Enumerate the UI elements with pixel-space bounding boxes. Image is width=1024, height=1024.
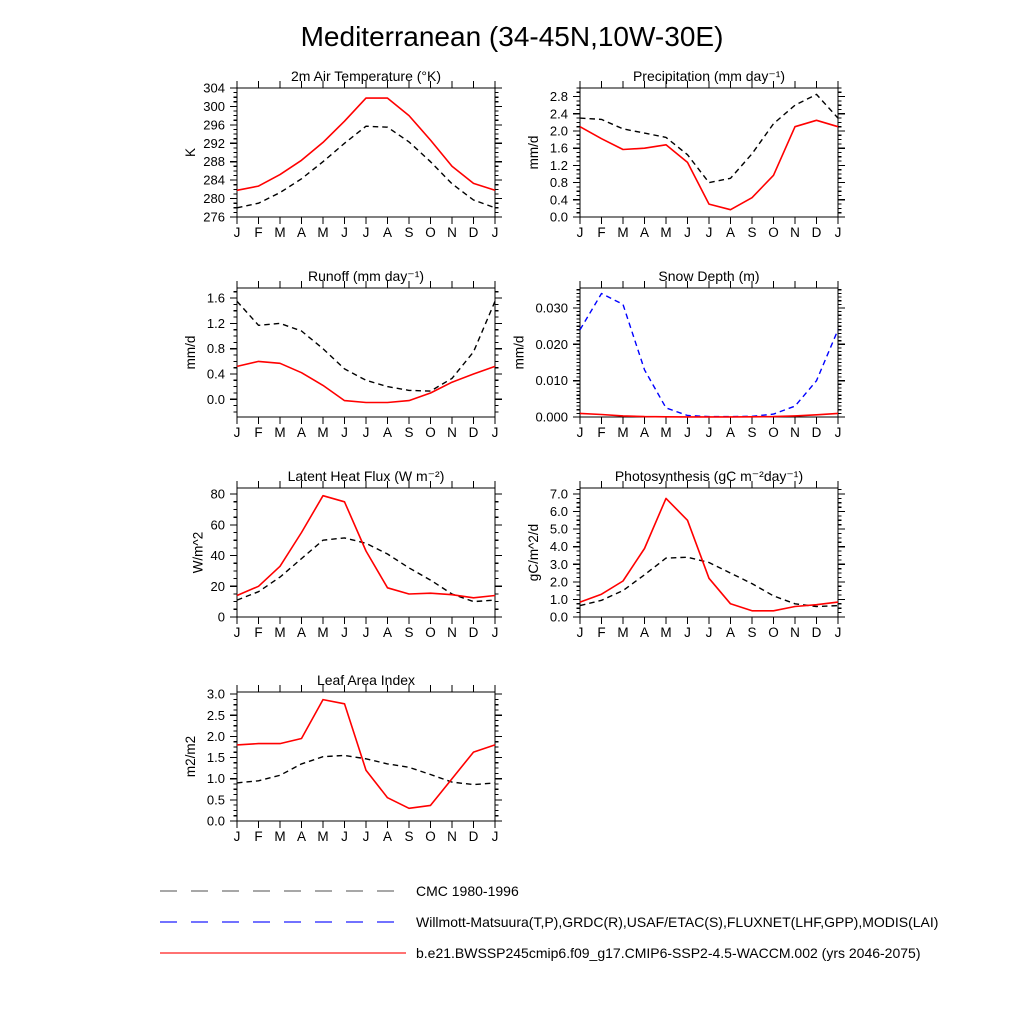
legend-label: CMC 1980-1996 — [416, 882, 519, 899]
month-tick-label: A — [382, 225, 393, 240]
panel-title: 2m Air Temperature (°K) — [290, 68, 442, 84]
y-tick-label: 276 — [203, 209, 225, 225]
y-tick-label: 280 — [203, 191, 225, 207]
y-tick-label: 0.0 — [549, 609, 568, 625]
month-tick-label: J — [491, 225, 499, 240]
panel-runoff — [183, 268, 502, 440]
y-axis-label: gC/m^2/d — [526, 523, 542, 582]
month-tick-label: J — [491, 829, 499, 844]
y-axis-label: m2/m2 — [183, 735, 199, 778]
panel-title: Runoff (mm day⁻¹) — [307, 268, 425, 284]
y-tick-label: 6.0 — [549, 504, 568, 520]
month-tick-label: M — [617, 625, 629, 640]
month-tick-label: J — [576, 625, 584, 640]
month-tick-label: D — [811, 225, 822, 240]
y-tick-label: 288 — [203, 154, 225, 170]
y-tick-label: 0.0 — [549, 209, 568, 225]
plot-frame — [237, 692, 495, 821]
month-tick-label: O — [768, 225, 779, 240]
month-tick-label: N — [790, 225, 800, 240]
month-tick-label: J — [576, 225, 584, 240]
month-tick-label: J — [491, 625, 499, 640]
y-tick-label: 296 — [203, 117, 225, 133]
month-tick-label: A — [296, 625, 307, 640]
month-tick-label: J — [341, 225, 348, 240]
series-model-line — [237, 361, 495, 402]
plot-frame — [580, 288, 838, 417]
y-tick-label: 1.0 — [549, 591, 568, 607]
y-tick-label: 1.0 — [206, 771, 225, 787]
y-tick-label: 0.8 — [206, 341, 225, 357]
y-tick-label: 0 — [217, 609, 225, 625]
month-tick-label: N — [447, 625, 457, 640]
month-tick-label: M — [274, 829, 286, 844]
month-tick-label: D — [811, 625, 822, 640]
y-tick-label: 2.0 — [549, 574, 568, 590]
month-tick-label: O — [768, 425, 779, 440]
y-axis-label: mm/d — [183, 335, 199, 370]
month-tick-label: M — [617, 425, 629, 440]
month-tick-label: M — [274, 625, 286, 640]
series-model-line — [580, 498, 838, 610]
month-tick-label: A — [296, 225, 307, 240]
y-tick-label: 40 — [210, 548, 225, 564]
series-obs-line — [237, 301, 495, 391]
y-tick-label: 60 — [210, 517, 225, 533]
series-model-line — [237, 98, 495, 190]
month-tick-label: A — [382, 625, 393, 640]
month-tick-label: J — [341, 625, 348, 640]
y-tick-label: 304 — [203, 80, 225, 96]
y-tick-label: 0.020 — [535, 336, 568, 352]
y-tick-label: 7.0 — [549, 486, 568, 502]
series-model-line — [580, 413, 838, 417]
month-tick-label: O — [425, 225, 436, 240]
series-model-line — [237, 700, 495, 809]
month-tick-label: A — [725, 225, 736, 240]
month-tick-label: M — [660, 425, 672, 440]
y-tick-label: 1.6 — [206, 290, 225, 306]
month-tick-label: A — [382, 829, 393, 844]
month-tick-label: J — [705, 425, 713, 440]
y-tick-label: 0.0 — [206, 813, 225, 829]
series-model-line — [237, 496, 495, 598]
month-tick-label: D — [468, 425, 479, 440]
month-tick-label: M — [617, 225, 629, 240]
month-tick-label: F — [597, 425, 606, 440]
series-model-line — [580, 120, 838, 209]
month-tick-label: S — [404, 829, 414, 844]
month-tick-label: O — [425, 829, 436, 844]
y-axis-label: W/m^2 — [190, 531, 206, 574]
month-tick-label: F — [254, 225, 263, 240]
month-tick-label: J — [233, 625, 241, 640]
month-tick-label: J — [362, 829, 370, 844]
month-tick-label: F — [597, 225, 606, 240]
series-obs-line — [580, 294, 838, 417]
month-tick-label: J — [233, 425, 241, 440]
month-tick-label: J — [491, 425, 499, 440]
y-tick-label: 1.5 — [206, 750, 225, 766]
y-tick-label: 1.6 — [549, 140, 568, 156]
panel-photosynthesis — [526, 468, 845, 640]
y-tick-label: 1.2 — [206, 315, 225, 331]
y-tick-label: 2.0 — [206, 728, 225, 744]
month-tick-label: M — [660, 225, 672, 240]
month-tick-label: N — [790, 625, 800, 640]
month-tick-label: N — [790, 425, 800, 440]
month-tick-label: D — [468, 625, 479, 640]
series-obs-line — [237, 126, 495, 208]
month-tick-label: N — [447, 425, 457, 440]
month-tick-label: J — [576, 425, 584, 440]
month-tick-label: D — [468, 225, 479, 240]
month-tick-label: J — [684, 225, 691, 240]
y-tick-label: 0.5 — [206, 792, 225, 808]
y-tick-label: 0.0 — [206, 391, 225, 407]
month-tick-label: S — [747, 625, 757, 640]
y-tick-label: 0.030 — [535, 300, 568, 316]
axis-ticks — [573, 281, 845, 424]
month-tick-label: J — [834, 625, 842, 640]
plot-frame — [237, 88, 495, 217]
y-axis-label: mm/d — [511, 335, 527, 370]
month-tick-label: A — [296, 829, 307, 844]
panel-snow-depth — [512, 268, 846, 440]
plot-frame — [580, 488, 838, 617]
axis-ticks — [230, 81, 502, 224]
month-tick-label: F — [254, 829, 263, 844]
y-axis-label: mm/d — [526, 135, 542, 170]
y-tick-label: 20 — [210, 578, 225, 594]
panel-title: Photosynthesis (gC m⁻²day⁻¹) — [614, 468, 804, 484]
y-tick-label: 3.0 — [549, 556, 568, 572]
month-tick-label: J — [362, 625, 370, 640]
month-tick-label: D — [468, 829, 479, 844]
month-tick-label: M — [317, 829, 329, 844]
month-tick-label: A — [725, 625, 736, 640]
month-tick-label: S — [747, 425, 757, 440]
month-tick-label: J — [684, 425, 691, 440]
month-tick-label: J — [834, 225, 842, 240]
month-tick-label: O — [425, 425, 436, 440]
month-tick-label: J — [233, 225, 241, 240]
month-tick-label: A — [639, 425, 650, 440]
month-tick-label: D — [811, 425, 822, 440]
month-tick-label: J — [684, 625, 691, 640]
month-tick-label: J — [233, 829, 241, 844]
y-tick-label: 0.010 — [535, 373, 568, 389]
month-tick-label: A — [382, 425, 393, 440]
series-obs-line — [580, 94, 838, 182]
month-tick-label: N — [447, 225, 457, 240]
y-tick-label: 0.8 — [549, 175, 568, 191]
panel-precipitation — [526, 68, 845, 240]
y-tick-label: 2.8 — [549, 89, 568, 105]
month-tick-label: J — [705, 625, 713, 640]
month-tick-label: A — [639, 225, 650, 240]
panel-air-temperature — [183, 68, 502, 240]
axis-ticks — [230, 685, 502, 828]
panel-leaf-area-index — [183, 672, 502, 844]
month-tick-label: J — [341, 829, 348, 844]
month-tick-label: J — [341, 425, 348, 440]
y-tick-label: 1.2 — [549, 157, 568, 173]
figure-title: Mediterranean (34-45N,10W-30E) — [300, 21, 724, 52]
month-tick-label: J — [362, 425, 370, 440]
series-obs-line — [580, 557, 838, 606]
y-tick-label: 3.0 — [206, 686, 225, 702]
axis-labels — [512, 300, 842, 440]
y-tick-label: 0.4 — [549, 192, 568, 208]
month-tick-label: N — [447, 829, 457, 844]
panel-latent-heat-flux — [190, 468, 502, 640]
legend-label: b.e21.BWSSP245cmip6.f09_g17.CMIP6-SSP2-4.5-WACCM.002 (yrs 2046-2075) — [416, 944, 921, 961]
month-tick-label: J — [362, 225, 370, 240]
y-tick-label: 4.0 — [549, 539, 568, 555]
axis-ticks — [573, 481, 845, 624]
month-tick-label: M — [274, 425, 286, 440]
y-tick-label: 300 — [203, 98, 225, 114]
legend-label: Willmott-Matsuura(T,P),GRDC(R),USAF/ETAC(S),FLUXNET(LHF,GPP),MODIS(LAI) — [416, 913, 939, 930]
month-tick-label: J — [705, 225, 713, 240]
month-tick-label: F — [254, 425, 263, 440]
month-tick-label: A — [725, 425, 736, 440]
y-tick-label: 2.0 — [549, 123, 568, 139]
y-tick-label: 5.0 — [549, 521, 568, 537]
panel-title: Snow Depth (m) — [658, 268, 760, 284]
y-tick-label: 0.4 — [206, 366, 225, 382]
month-tick-label: M — [660, 625, 672, 640]
month-tick-label: S — [747, 225, 757, 240]
panel-title: Precipitation (mm day⁻¹) — [632, 68, 786, 84]
month-tick-label: A — [296, 425, 307, 440]
month-tick-label: M — [317, 225, 329, 240]
panel-title: Latent Heat Flux (W m⁻²) — [287, 468, 445, 484]
month-tick-label: F — [254, 625, 263, 640]
month-tick-label: S — [404, 225, 414, 240]
month-tick-label: O — [768, 625, 779, 640]
panel-title: Leaf Area Index — [316, 672, 416, 688]
month-tick-label: M — [317, 425, 329, 440]
month-tick-label: J — [834, 425, 842, 440]
y-axis-label: K — [183, 147, 199, 158]
y-tick-label: 292 — [203, 135, 225, 151]
y-tick-label: 284 — [203, 172, 225, 188]
y-tick-label: 0.000 — [535, 409, 568, 425]
month-tick-label: F — [597, 625, 606, 640]
month-tick-label: M — [274, 225, 286, 240]
y-tick-label: 2.4 — [549, 106, 568, 122]
axis-labels — [183, 81, 498, 241]
month-tick-label: S — [404, 625, 414, 640]
plot-frame — [237, 288, 495, 417]
y-tick-label: 80 — [210, 486, 225, 502]
y-tick-label: 2.5 — [206, 707, 225, 723]
plot-frame — [580, 88, 838, 217]
month-tick-label: O — [425, 625, 436, 640]
month-tick-label: M — [317, 625, 329, 640]
month-tick-label: A — [639, 625, 650, 640]
month-tick-label: S — [404, 425, 414, 440]
